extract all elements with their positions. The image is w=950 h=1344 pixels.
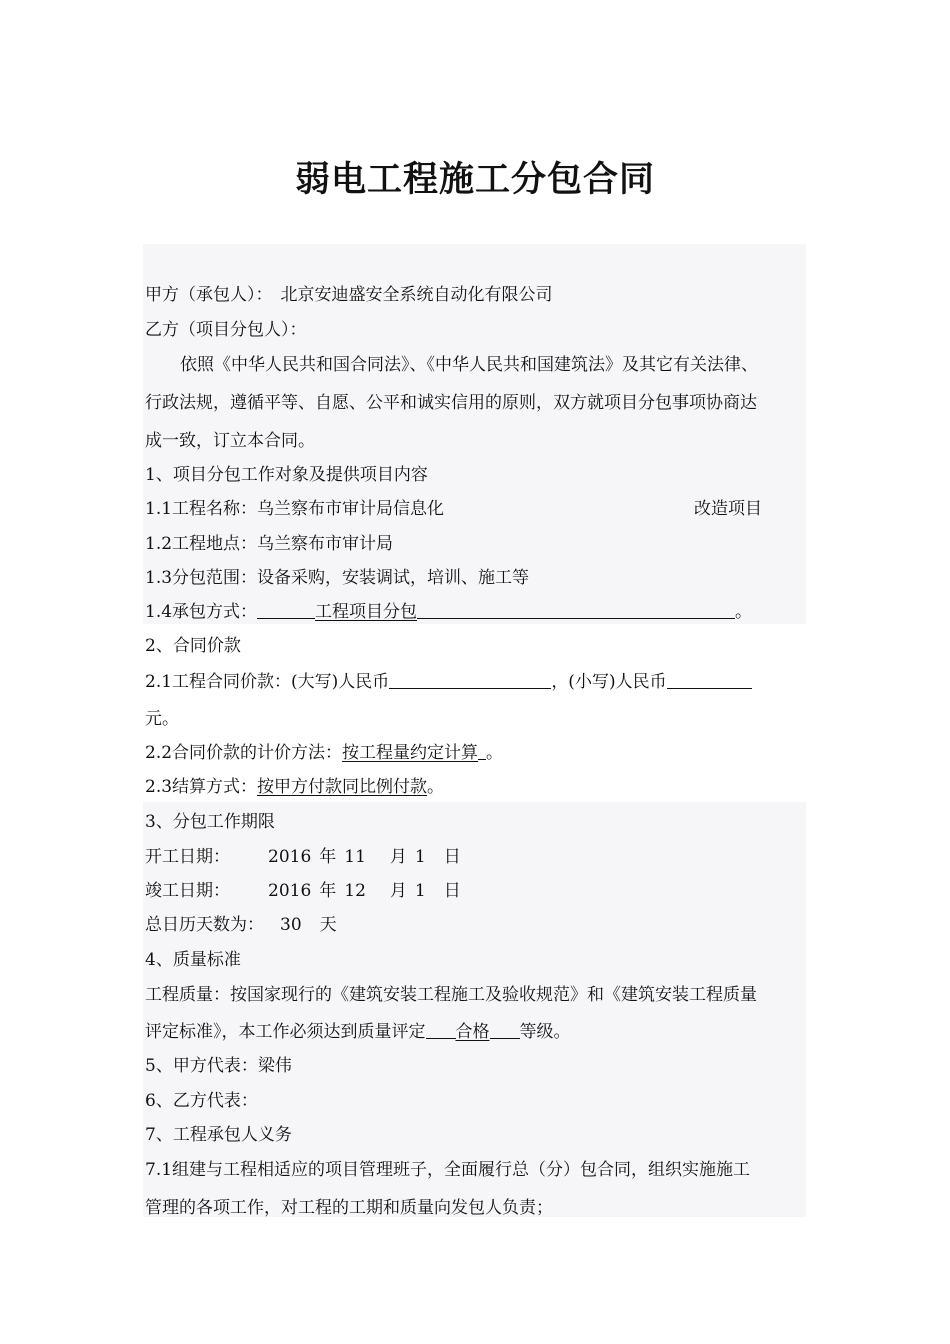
price-lowercase-blank xyxy=(667,671,752,689)
preamble-line-3: 成一致，订立本合同。 xyxy=(145,431,315,451)
section-1-heading: 1、项目分包工作对象及提供项目内容 xyxy=(145,465,428,485)
party-a-name: 北京安迪盛安全系统自动化有限公司 xyxy=(280,285,553,305)
section-3-heading: 3、分包工作期限 xyxy=(145,812,275,832)
quality-grade: 合格 xyxy=(455,1022,490,1042)
preamble-line-2: 行政法规，遵循平等、自愿、公平和诚实信用的原则，双方就项目分包事项协商达 xyxy=(145,393,757,413)
pricing-method-line: 2.2合同价款的计价方法：按工程量约定计算 。 xyxy=(145,743,504,763)
party-a-representative: 5、甲方代表：梁伟 xyxy=(145,1056,292,1076)
obligation-line-1: 7.1组建与工程相适应的项目管理班子，全面履行总（分）包合同，组织实施施工 xyxy=(145,1160,751,1180)
preamble-line-1: 依照《中华人民共和国合同法》、《中华人民共和国建筑法》及其它有关法律、 xyxy=(180,355,758,375)
obligation-line-2: 管理的各项工作，对工程的工期和质量向发包人负责； xyxy=(145,1198,553,1218)
project-name-tail: 改造项目 xyxy=(694,499,762,519)
contract-mode-line: 1.4承包方式： 工程项目分包 。 xyxy=(145,602,753,622)
document-title: 弱电工程施工分包合同 xyxy=(294,160,655,200)
section-4-heading: 4、质量标准 xyxy=(145,950,241,970)
blank-underline xyxy=(257,601,315,619)
contract-price-line: 2.1工程合同价款：(大写)人民币 ，(小写)人民币 xyxy=(145,670,752,694)
project-name-line: 1.1工程名称：乌兰察布市审计局信息化 xyxy=(145,499,445,519)
party-b-representative: 6、乙方代表： xyxy=(145,1091,258,1111)
quality-line-2: 评定标准》，本工作必须达到质量评定 合格 等级。 xyxy=(145,1022,571,1042)
price-unit-line: 元。 xyxy=(145,709,179,729)
pricing-method-value: 按工程量约定计算 xyxy=(342,743,479,763)
total-days-line: 总日历天数为： 30 天 xyxy=(145,915,337,935)
contract-mode-value: 工程项目分包 xyxy=(315,602,418,622)
section-7-heading: 7、工程承包人义务 xyxy=(145,1125,292,1145)
party-a-line: 甲方（承包人）： 北京安迪盛安全系统自动化有限公司 xyxy=(145,285,553,305)
start-date-line: 开工日期： 2016 年 11 月 1 日 xyxy=(145,847,461,867)
project-site-line: 1.2工程地点：乌兰察布市审计局 xyxy=(145,534,394,554)
party-b-line: 乙方（项目分包人）： xyxy=(145,320,307,340)
quality-line-1: 工程质量：按国家现行的《建筑安装工程施工及验收规范》和《建筑安装工程质量 xyxy=(145,985,757,1005)
end-date-line: 竣工日期： 2016 年 12 月 1 日 xyxy=(145,881,461,901)
price-uppercase-blank xyxy=(389,671,551,689)
settlement-line: 2.3结算方式：按甲方付款同比例付款。 xyxy=(145,777,445,797)
settlement-value: 按甲方付款同比例付款 xyxy=(257,777,428,797)
section-2-heading: 2、合同价款 xyxy=(145,636,241,656)
project-scope-line: 1.3分包范围：设备采购，安装调试，培训、施工等 xyxy=(145,568,530,588)
blank-underline xyxy=(417,601,735,619)
